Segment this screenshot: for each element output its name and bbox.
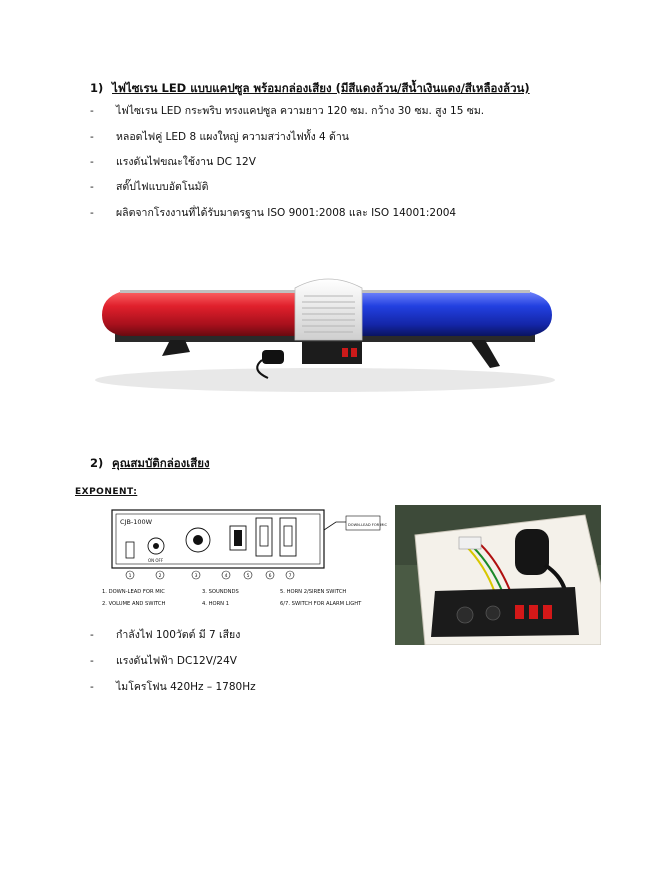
callout-3: 3 — [194, 574, 198, 579]
legend-item-1: 1. DOWN-LEAD FOR MIC — [102, 589, 165, 595]
sound-box-diagram — [90, 500, 390, 615]
list-item-text: แรงดันไฟฟ้า DC12V/24V — [116, 655, 237, 667]
list-item-text: กำลังไฟ 100วัตต์ มี 7 เสียง — [116, 629, 241, 641]
lightbar-photo — [90, 270, 560, 410]
list-item-text: หลอดไฟคู่ LED 8 แผงใหญ่ ความสว่างไฟทั้ง 4 ด้าน — [116, 131, 349, 143]
model-label: CJB-100W — [120, 518, 153, 526]
list-item-text: แรงดันไฟขณะใช้งาน DC 12V — [116, 156, 256, 168]
brand-label: EXPONENT: — [75, 487, 138, 497]
section-2-heading — [90, 455, 210, 473]
section-1-title: ไฟไซเรน LED แบบแคปซูล พร้อมกล่องเสียง (มีสีแดงล้วน/สีน้ำเงินแดง/สีเหลืองล้วน) — [112, 81, 530, 95]
list-item: - ไมโครโฟน 420Hz – 1780Hz — [90, 681, 256, 693]
callout-6: 6 — [268, 574, 272, 579]
legend-item-6: 6/7. SWITCH FOR ALARM LIGHT — [280, 601, 362, 607]
microphone — [262, 350, 284, 364]
sound-box-photo — [395, 505, 601, 645]
legend-item-3: 3. SOUNDNDS — [202, 589, 239, 595]
legend-item-4: 4. HORN 1 — [202, 601, 230, 607]
list-item: - แรงดันไฟฟ้า DC12V/24V — [90, 655, 237, 667]
microphone — [515, 529, 549, 575]
callout-2: 2 — [158, 574, 162, 579]
callout-7: 7 — [288, 574, 292, 579]
list-item-text: ไฟไซเรน LED กระพริบ ทรงแคปซูล ความยาว 120 ซม. กว้าง 30 ซม. สูง 15 ซม. — [116, 105, 485, 117]
list-item: - ผลิตจากโรงงานที่ได้รับมาตรฐาน ISO 9001:2008 และ ISO 14001:2004 — [90, 207, 457, 219]
callout-1: 1 — [128, 574, 132, 579]
side-label: DOWN-LEAD FOR MIC — [348, 523, 387, 527]
blue-lens — [362, 290, 552, 336]
callout-4: 4 — [224, 574, 228, 579]
list-item: - หลอดไฟคู่ LED 8 แผงใหญ่ ความสว่างไฟทั้ง 4 ด้าน — [90, 131, 349, 143]
control-box — [431, 587, 579, 637]
list-item: - แรงดันไฟขณะใช้งาน DC 12V — [90, 156, 256, 168]
section-2-number: 2) — [90, 456, 104, 470]
section-2-title: คุณสมบัติกล่องเสียง — [112, 456, 210, 470]
section-1-number: 1) — [90, 81, 104, 95]
list-item: - ไฟไซเรน LED กระพริบ ทรงแคปซูล ความยาว 120 ซม. กว้าง 30 ซม. สูง 15 ซม. — [90, 105, 485, 117]
speaker — [295, 279, 362, 340]
red-lens — [102, 290, 295, 336]
legend-item-2: 2. VOLUME AND SWITCH — [102, 601, 166, 607]
knob-label: ON OFF — [148, 558, 164, 563]
legend-item-5: 5. HORN 2/SIREN SWITCH — [280, 589, 347, 595]
list-item-text: ไมโครโฟน 420Hz – 1780Hz — [116, 681, 256, 693]
list-item-text: ผลิตจากโรงงานที่ได้รับมาตรฐาน ISO 9001:2008 และ ISO 14001:2004 — [116, 207, 457, 219]
list-item-text: สตั๊ปไฟแบบอัตโนมัติ — [116, 181, 209, 193]
list-item: - กำลังไฟ 100วัตต์ มี 7 เสียง — [90, 629, 241, 641]
list-item: - สตั๊ปไฟแบบอัตโนมัติ — [90, 181, 209, 193]
callout-5: 5 — [246, 574, 250, 579]
section-1-heading — [90, 80, 530, 98]
